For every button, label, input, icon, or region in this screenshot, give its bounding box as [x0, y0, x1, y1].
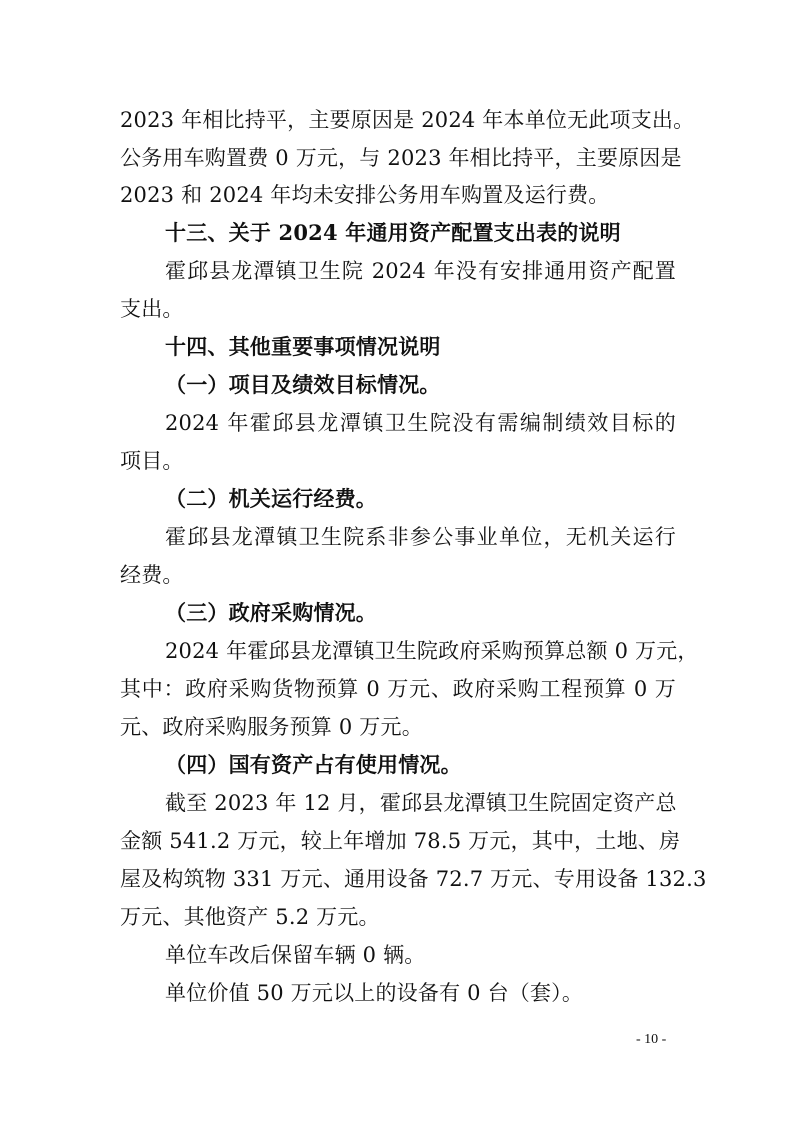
subsection-heading: （二）机关运行经费。 [165, 486, 377, 511]
page-number: - 10 - [636, 1032, 667, 1047]
text-line: 2024 年霍邱县龙潭镇卫生院政府采购预算总额 0 万元， [165, 639, 699, 663]
text-line: 屋及构筑物 331 万元、通用设备 72.7 万元、专用设备 132.3 [120, 867, 707, 891]
text-line: 2023 和 2024 年均未安排公务用车购置及运行费。 [120, 183, 610, 207]
subsection-heading: （四）国有资产占有使用情况。 [165, 752, 462, 777]
section-heading: 十三、关于 2024 年通用资产配置支出表的说明 [165, 220, 621, 245]
text-line: 霍邱县龙潭镇卫生院系非参公事业单位，无机关运行 [165, 525, 676, 549]
text-line: 支出。 [120, 297, 184, 321]
text-line: 元、政府采购服务预算 0 万元。 [120, 715, 423, 739]
text-line: 其中：政府采购货物预算 0 万元、政府采购工程预算 0 万 [120, 677, 676, 701]
text-line: 单位车改后保留车辆 0 辆。 [165, 943, 426, 967]
text-line: 经费。 [120, 563, 184, 587]
subsection-heading: （一）项目及绩效目标情况。 [165, 372, 441, 397]
text-line: 单位价值 50 万元以上的设备有 0 台（套）。 [165, 981, 584, 1005]
text-line: 万元、其他资产 5.2 万元。 [120, 905, 380, 929]
subsection-heading: （三）政府采购情况。 [165, 600, 377, 625]
text-line: 2023 年相比持平，主要原因是 2024 年本单位无此项支出。 [120, 108, 695, 132]
section-heading: 十四、其他重要事项情况说明 [165, 334, 441, 359]
text-line: 金额 541.2 万元，较上年增加 78.5 万元，其中，土地、房 [120, 829, 681, 853]
text-line: 公务用车购置费 0 万元，与 2023 年相比持平，主要原因是 [120, 146, 682, 170]
text-line: 2024 年霍邱县龙潭镇卫生院没有需编制绩效目标的 [165, 411, 676, 435]
text-line: 项目。 [120, 449, 184, 473]
text-line: 霍邱县龙潭镇卫生院 2024 年没有安排通用资产配置 [165, 259, 676, 283]
text-line: 截至 2023 年 12 月，霍邱县龙潭镇卫生院固定资产总 [165, 791, 677, 815]
